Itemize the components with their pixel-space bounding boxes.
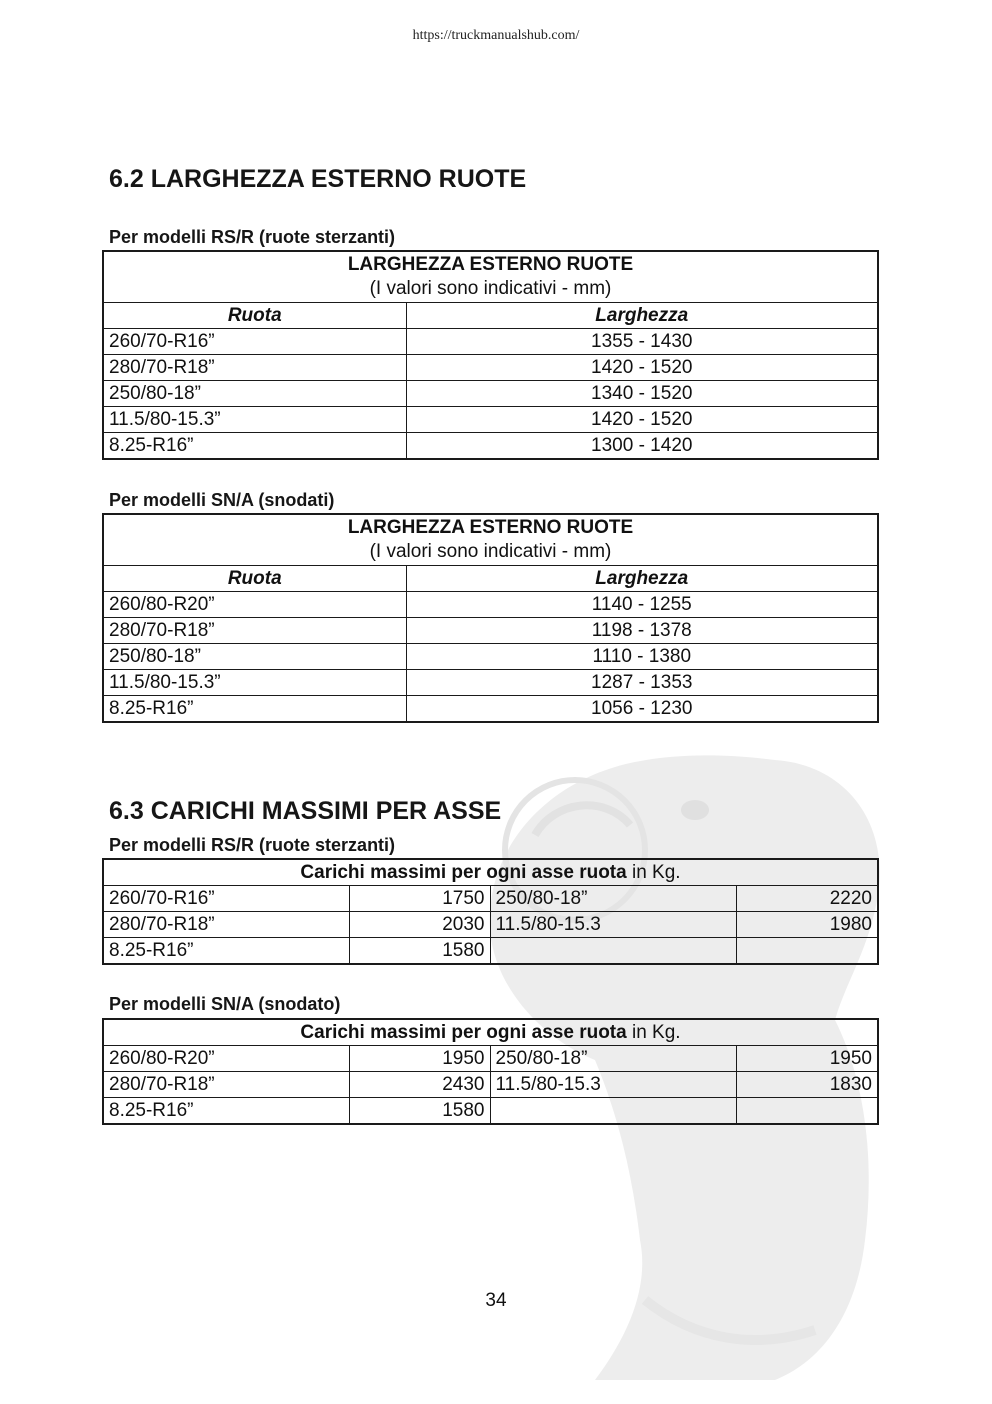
width-cell: 1198 - 1378 [406, 618, 878, 644]
wheel-cell: 11.5/80-15.3 [490, 912, 736, 938]
table-row [103, 912, 878, 938]
table-heading-unit: in Kg. [626, 1022, 681, 1043]
table-row [103, 433, 878, 460]
width-cell: 1056 - 1230 [406, 696, 878, 723]
width-cell: 1110 - 1380 [406, 644, 878, 670]
table-heading-note: (I valori sono indicativi - mm) [369, 278, 612, 299]
table-row [103, 886, 878, 912]
width-cell: 1355 - 1430 [406, 329, 878, 355]
load-cell: 1580 [349, 938, 490, 965]
wheel-cell: 250/80-18” [490, 1046, 736, 1072]
table-heading-unit: in Kg. [626, 862, 681, 883]
width-cell: 1140 - 1255 [406, 592, 878, 618]
table-header-row [103, 251, 878, 303]
width-cell: 1420 - 1520 [406, 407, 878, 433]
larghezza-table-sna [102, 513, 879, 723]
wheel-cell: 280/70-R18” [103, 355, 406, 381]
wheel-cell: 260/80-R20” [103, 1046, 349, 1072]
table-subtitle-sna-carichi: Per modelli SN/A (snodato) [109, 994, 341, 1014]
table-heading-note: (I valori sono indicativi - mm) [369, 541, 612, 562]
table-row [103, 355, 878, 381]
table-subtitle-sna-larghezza: Per modelli SN/A (snodati) [109, 490, 335, 510]
table-row [103, 938, 878, 965]
load-cell: 1580 [349, 1098, 490, 1125]
width-cell: 1420 - 1520 [406, 355, 878, 381]
load-cell: 2220 [736, 886, 878, 912]
load-cell: 2030 [349, 912, 490, 938]
wheel-cell: 8.25-R16” [103, 938, 349, 965]
wheel-cell: 260/70-R16” [103, 886, 349, 912]
column-header-larghezza: Larghezza [406, 566, 878, 592]
wheel-cell: 8.25-R16” [103, 696, 406, 723]
wheel-cell [490, 938, 736, 965]
wheel-cell: 260/70-R16” [103, 329, 406, 355]
table-heading-title: Carichi massimi per ogni asse ruota [300, 862, 627, 883]
table-subtitle-rsr-larghezza: Per modelli RS/R (ruote sterzanti) [109, 227, 396, 247]
table-header-row [103, 514, 878, 566]
column-header-larghezza: Larghezza [406, 303, 878, 329]
width-cell: 1340 - 1520 [406, 381, 878, 407]
wheel-cell: 250/80-18” [490, 886, 736, 912]
table-row [103, 618, 878, 644]
table-heading-title: LARGHEZZA ESTERNO RUOTE [347, 254, 634, 275]
width-cell: 1287 - 1353 [406, 670, 878, 696]
load-cell [736, 938, 878, 965]
load-cell: 1950 [736, 1046, 878, 1072]
source-url: https://truckmanualshub.com/ [412, 28, 580, 43]
wheel-cell: 280/70-R18” [103, 912, 349, 938]
load-cell: 1980 [736, 912, 878, 938]
width-cell: 1300 - 1420 [406, 433, 878, 460]
column-header-row [103, 303, 878, 329]
load-cell: 1830 [736, 1072, 878, 1098]
column-header-ruota: Ruota [103, 303, 406, 329]
wheel-cell: 280/70-R18” [103, 1072, 349, 1098]
table-row [103, 1098, 878, 1125]
load-cell [736, 1098, 878, 1125]
table-row [103, 1046, 878, 1072]
wheel-cell [490, 1098, 736, 1125]
table-subtitle-rsr-carichi: Per modelli RS/R (ruote sterzanti) [109, 835, 396, 855]
table-heading [103, 1019, 878, 1046]
column-header-ruota: Ruota [103, 566, 406, 592]
table-heading-title: Carichi massimi per ogni asse ruota [300, 1022, 627, 1043]
load-cell: 1750 [349, 886, 490, 912]
table-header-row [103, 859, 878, 886]
table-header-row [103, 1019, 878, 1046]
carichi-table-rsr [102, 858, 879, 965]
wheel-cell: 11.5/80-15.3” [103, 670, 406, 696]
wheel-cell: 11.5/80-15.3” [103, 407, 406, 433]
table-heading [103, 859, 878, 886]
table-heading-title: LARGHEZZA ESTERNO RUOTE [347, 517, 634, 538]
wheel-cell: 11.5/80-15.3 [490, 1072, 736, 1098]
wheel-cell: 8.25-R16” [103, 1098, 349, 1125]
table-row [103, 644, 878, 670]
table-heading [103, 514, 878, 566]
load-cell: 2430 [349, 1072, 490, 1098]
column-header-row [103, 566, 878, 592]
table-row [103, 592, 878, 618]
table-row [103, 329, 878, 355]
wheel-cell: 250/80-18” [103, 381, 406, 407]
table-row [103, 407, 878, 433]
section-title-larghezza: 6.2 LARGHEZZA ESTERNO RUOTE [109, 165, 527, 193]
page-number: 34 [485, 1290, 507, 1311]
carichi-table-sna [102, 1018, 879, 1125]
wheel-cell: 250/80-18” [103, 644, 406, 670]
load-cell: 1950 [349, 1046, 490, 1072]
table-row [103, 696, 878, 723]
wheel-cell: 280/70-R18” [103, 618, 406, 644]
table-row [103, 1072, 878, 1098]
wheel-cell: 260/80-R20” [103, 592, 406, 618]
larghezza-table-rsr [102, 250, 879, 460]
table-row [103, 381, 878, 407]
table-row [103, 670, 878, 696]
wheel-cell: 8.25-R16” [103, 433, 406, 460]
table-heading [103, 251, 878, 303]
section-title-carichi: 6.3 CARICHI MASSIMI PER ASSE [109, 797, 502, 825]
